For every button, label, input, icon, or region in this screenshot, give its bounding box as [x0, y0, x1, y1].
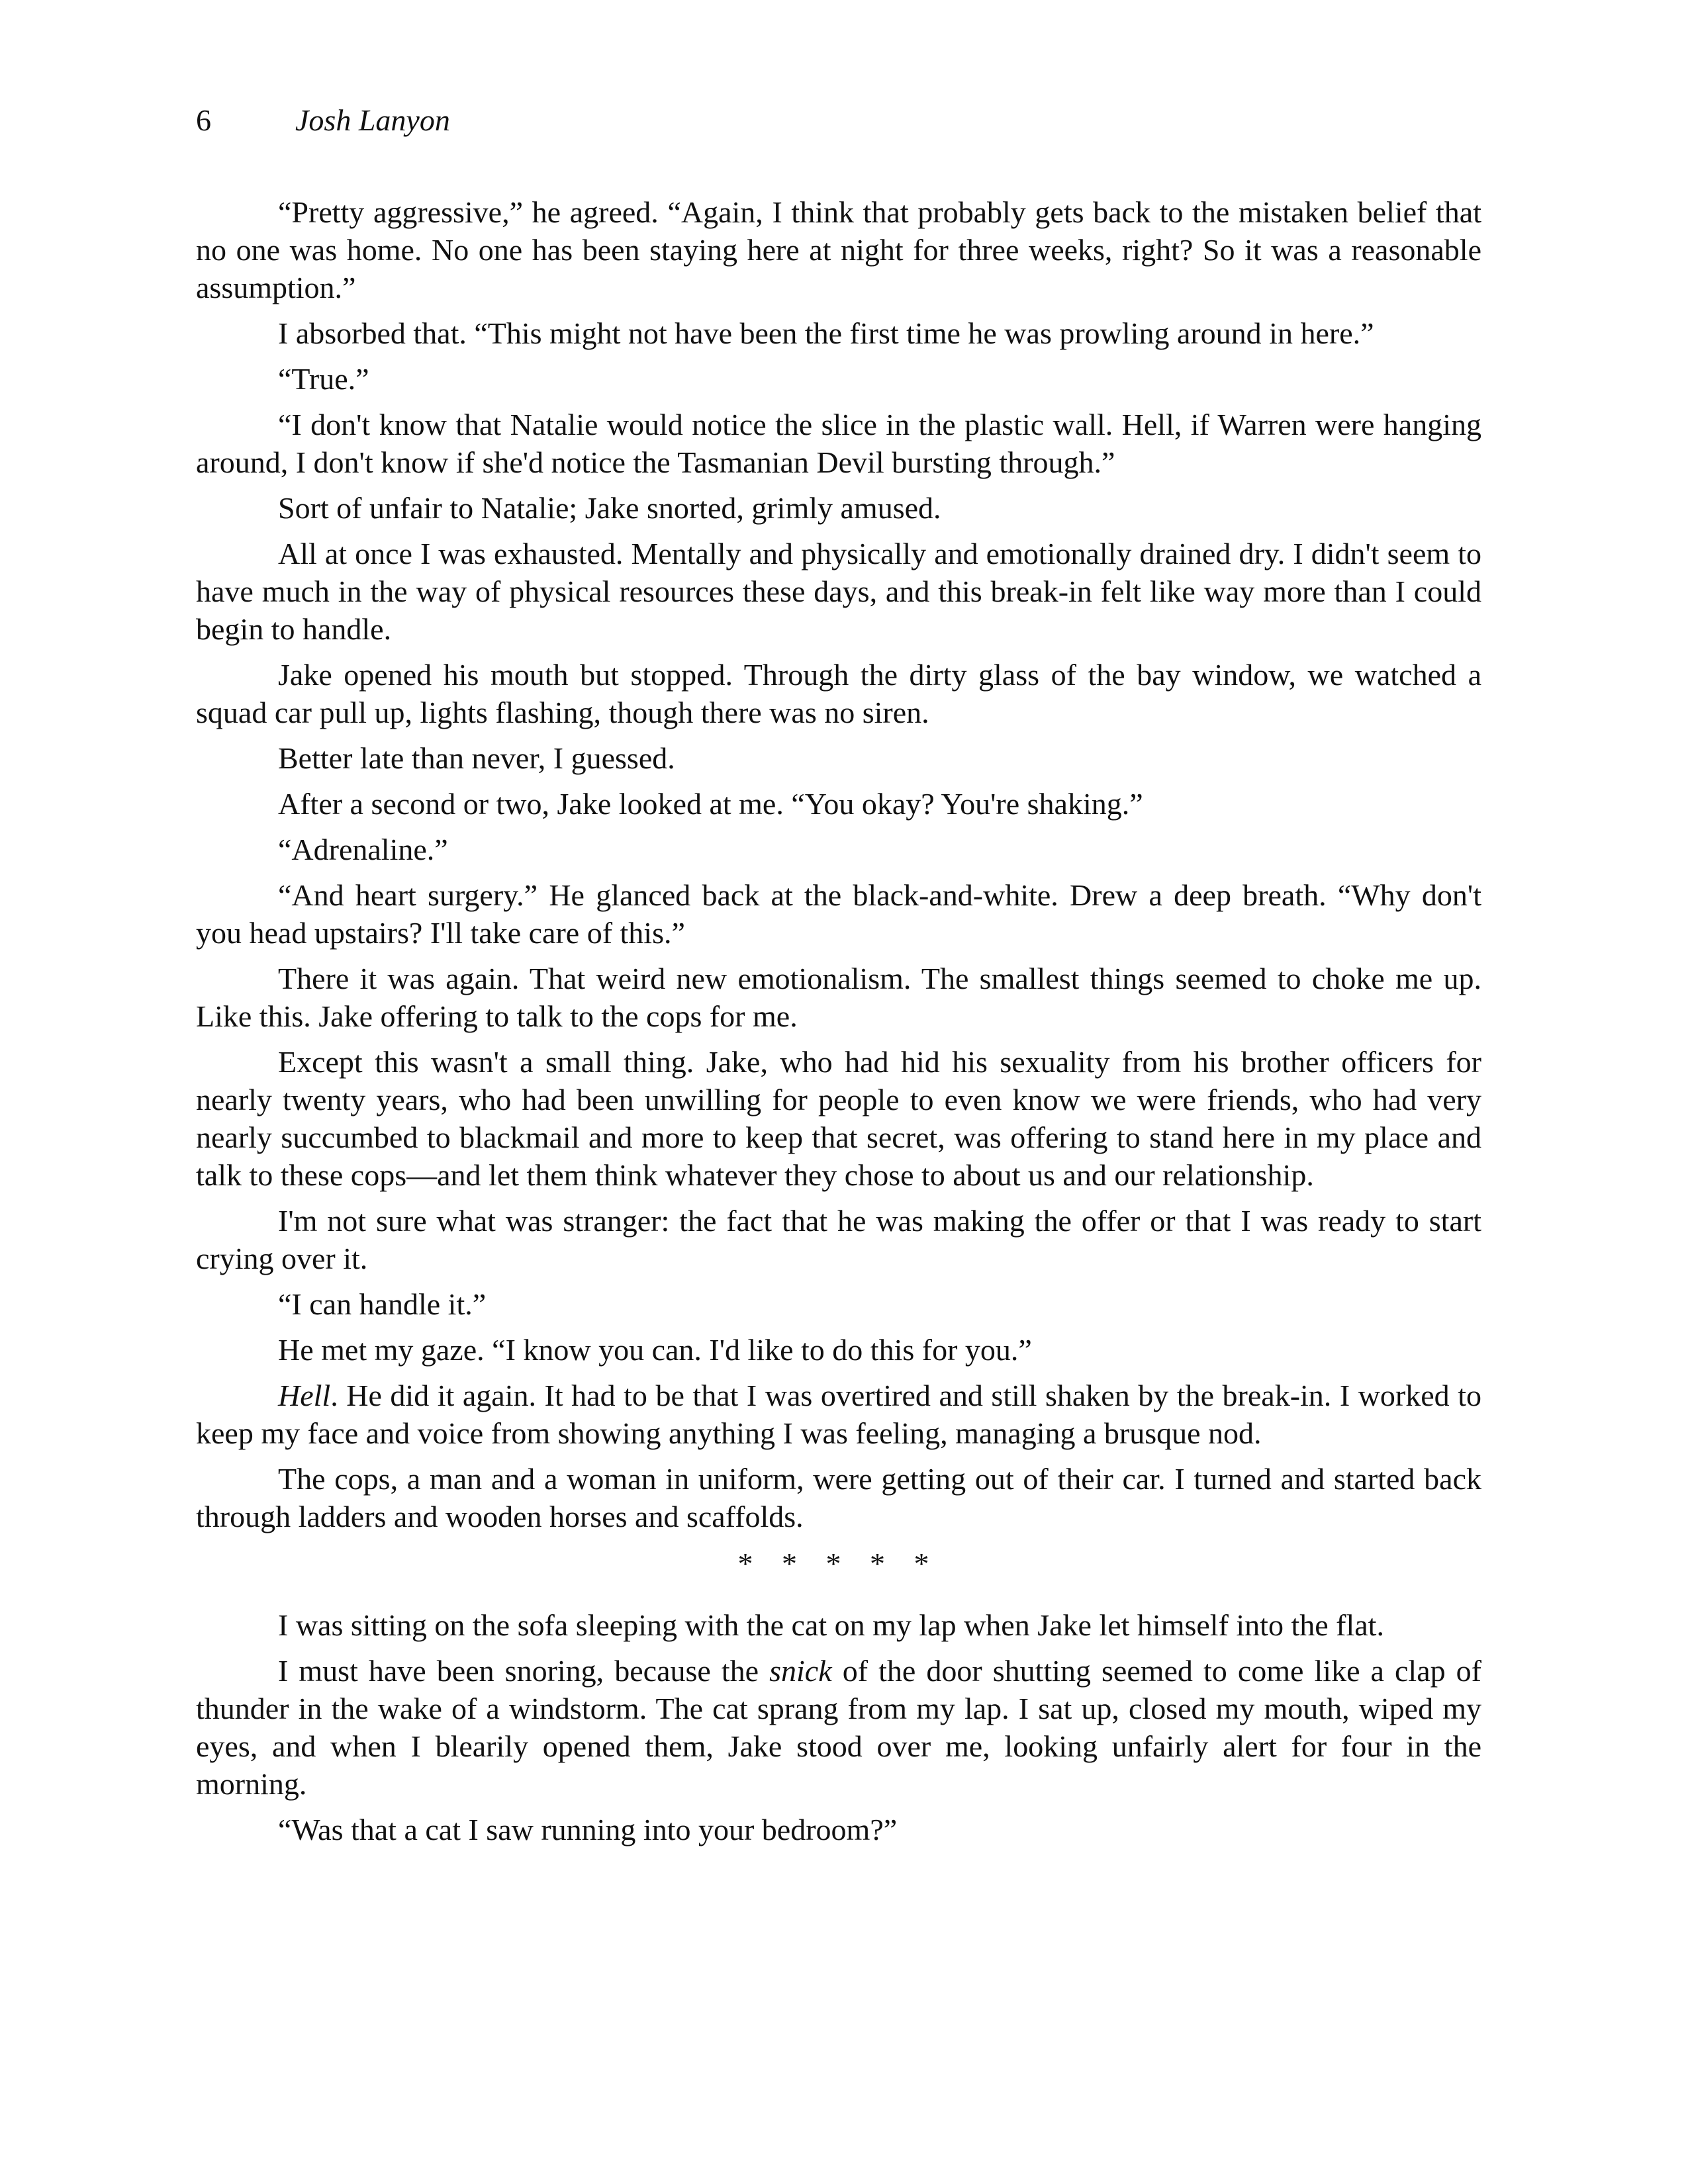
paragraph: I was sitting on the sofa sleeping with the cat on my lap when Jake let himself into the flat.: [278, 1608, 1384, 1642]
paragraph: He met my gaze. “I know you can. I'd like to do this for you.”: [278, 1333, 1032, 1367]
paragraph: Except this wasn't a small thing. Jake, who had hid his sexuality from his brother officers for nearly twenty years, who had been unwilling for people to even know we were friends, who had very nearly succumbed to blackmail and more to keep that secret, was offering to stand here in my place and talk to these cops—and let them think whatever they chose to about us and our relationship.: [196, 1045, 1481, 1192]
paragraph: “Adrenaline.”: [278, 833, 448, 866]
italic-word: Hell: [278, 1379, 331, 1412]
body-text: [196, 193, 1481, 1856]
paragraph: All at once I was exhausted. Mentally and physically and emotionally drained dry. I didn't seem to have much in the way of physical resources these days, and this break-in felt like way more than I could begin to handle.: [196, 537, 1481, 646]
paragraph: I'm not sure what was stranger: the fact that he was making the offer or that I was ready to start crying over it.: [196, 1204, 1481, 1275]
paragraph: “Pretty aggressive,” he agreed. “Again, I think that probably gets back to the mistaken belief that no one was home. No one has been staying here at night for three weeks, right? So it was a reasonable assumption.”: [196, 195, 1481, 304]
paragraph: Jake opened his mouth but stopped. Through the dirty glass of the bay window, we watched a squad car pull up, lights flashing, though there was no siren.: [196, 658, 1481, 729]
running-head-author: Josh Lanyon: [295, 103, 450, 137]
italic-word: snick: [769, 1654, 832, 1688]
paragraph: “I don't know that Natalie would notice the slice in the plastic wall. Hell, if Warren were hanging around, I don't know if she'd notice the Tasmanian Devil bursting through.”: [196, 408, 1481, 479]
paragraph-text: I must have been snoring, because the: [278, 1654, 770, 1688]
paragraph-snick: [196, 1652, 1481, 1803]
paragraph: “Was that a cat I saw running into your bedroom?”: [278, 1813, 898, 1846]
paragraph: “True.”: [278, 362, 369, 396]
paragraph: “And heart surgery.” He glanced back at the black-and-white. Drew a deep breath. “Why don't you head upstairs? I'll take care of this.”: [196, 878, 1481, 950]
paragraph-text: of the door shutting seemed to come like a clap of thunder in the wake of a windstorm. The cat sprang from my lap. I sat up, closed my mouth, wiped my eyes, and when I blearily opened them, Jake stood over me, looking unfairly alert for four in the morning.: [196, 1654, 1482, 1801]
paragraph: I absorbed that. “This might not have been the first time he was prowling around in here.”: [278, 316, 1374, 350]
scene-break: * * * * *: [737, 1547, 940, 1580]
paragraph: There it was again. That weird new emotionalism. The smallest things seemed to choke me up. Like this. Jake offering to talk to the cops for me.: [196, 962, 1481, 1033]
paragraph-hell: [196, 1377, 1481, 1452]
paragraph: The cops, a man and a woman in uniform, were getting out of their car. I turned and started back through ladders and wooden horses and scaffolds.: [196, 1462, 1481, 1533]
paragraph: Better late than never, I guessed.: [278, 741, 675, 775]
page-header: [196, 101, 450, 140]
paragraph: “I can handle it.”: [278, 1287, 487, 1321]
paragraph: After a second or two, Jake looked at me. “You okay? You're shaking.”: [278, 787, 1143, 821]
page-number: 6: [196, 103, 211, 137]
paragraph-text: . He did it again. It had to be that I was overtired and still shaken by the break-in. I worked to keep my face and voice from showing anything I was feeling, managing a brusque nod.: [196, 1379, 1481, 1450]
paragraph: Sort of unfair to Natalie; Jake snorted, grimly amused.: [278, 491, 941, 525]
